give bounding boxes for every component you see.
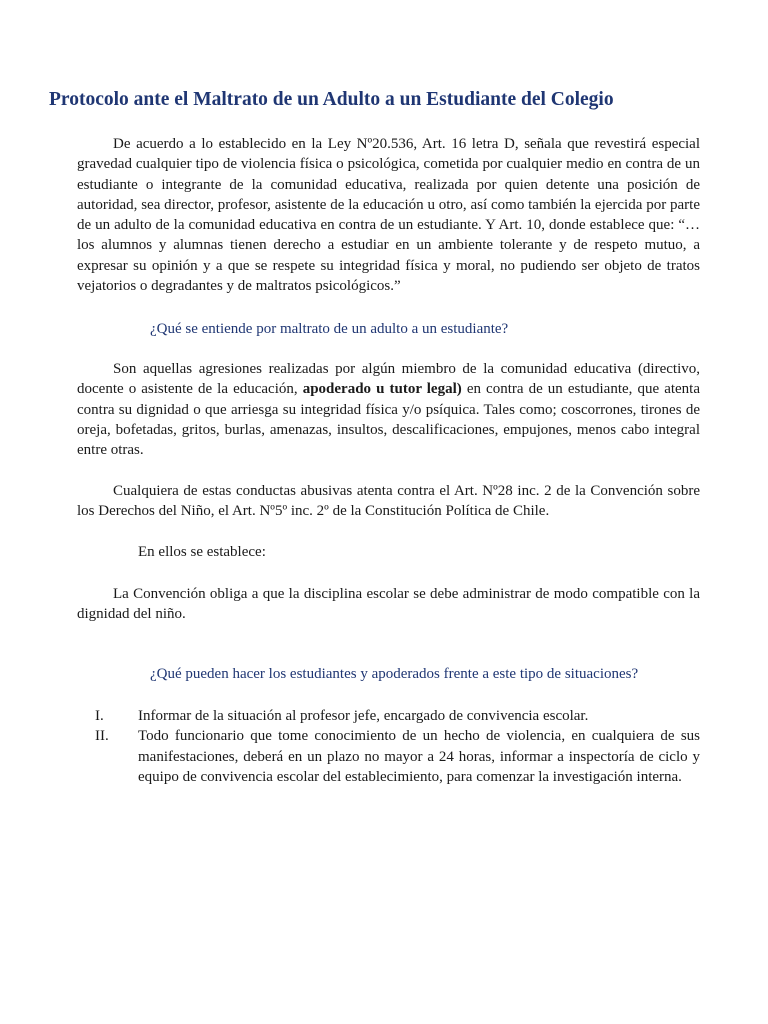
- list-item-text: Informar de la situación al profesor jefe, encargado de convivencia escolar.: [138, 708, 589, 724]
- line-en-ellos-se-establece: En ellos se establece:: [138, 544, 266, 560]
- list-item-number: I.: [95, 708, 104, 724]
- document-title: Protocolo ante el Maltrato de un Adulto a un Estudiante del Colegio: [49, 89, 614, 110]
- subheading-definicion-maltrato: ¿Qué se entiende por maltrato de un adulto a un estudiante?: [150, 321, 509, 337]
- list-item: [77, 706, 700, 726]
- paragraph-agresiones: [77, 359, 700, 460]
- list-item-text: Todo funcionario que tome conocimiento de un hecho de violencia, en cualquiera de sus manifestaciones, deberá en un plazo no mayor a 24 horas, informar a inspectoría de ciclo y equipo de convivencia escolar del establecimiento, para comenzar la investigación interna.: [138, 728, 700, 785]
- paragraph-agresiones-text-after: en contra de un estudiante, que atenta contra su dignidad o que arriesga su integridad física y/o psíquica. Tales como; coscorrones, tirones de oreja, bofetadas, gritos, burlas, amenazas, insultos, descalificaciones, empujones, menos cabo integral entre otras.: [77, 381, 700, 459]
- paragraph-conductas-abusivas: Cualquiera de estas conductas abusivas atenta contra el Art. Nº28 inc. 2 de la Convención sobre los Derechos del Niño, el Art. Nº5º inc. 2º de la Constitución Política de Chile.: [77, 483, 700, 520]
- list-item: [77, 726, 700, 787]
- procedure-list: [77, 706, 700, 787]
- paragraph-ley-20536: De acuerdo a lo establecido en la Ley Nº20.536, Art. 16 letra D, señala que revestirá especial gravedad cualquier tipo de violencia física o psicológica, cometida por cualquier medio en contra de un estudiante o integrante de la comunidad educativa, realizada por quien detente una posición de autoridad, sea director, profesor, asistente de la educación u otro, así como también la ejercida por parte de un adulto de la comunidad educativa en contra de un estudiante. Y Art. 10, donde establece que: “…los alumnos y alumnas tienen derecho a estudiar en un ambiente tolerante y de respeto mutuo, a expresar su opinión y a que se respete su integridad física y moral, no pudiendo ser objeto de tratos vejatorios o degradantes y de maltratos psicológicos.”: [77, 136, 700, 295]
- subheading-que-pueden-hacer: ¿Qué pueden hacer los estudiantes y apoderados frente a este tipo de situaciones?: [150, 666, 639, 682]
- paragraph-agresiones-bold-text: apoderado u tutor legal): [302, 381, 462, 398]
- paragraph-convencion: La Convención obliga a que la disciplina escolar se debe administrar de modo compatible con la dignidad del niño.: [77, 586, 700, 623]
- list-item-number: II.: [95, 728, 109, 745]
- paragraph-agresiones-text-before: Son aquellas agresiones realizadas por algún miembro de la comunidad educativa (directivo, docente o asistente de la educación,: [77, 361, 700, 398]
